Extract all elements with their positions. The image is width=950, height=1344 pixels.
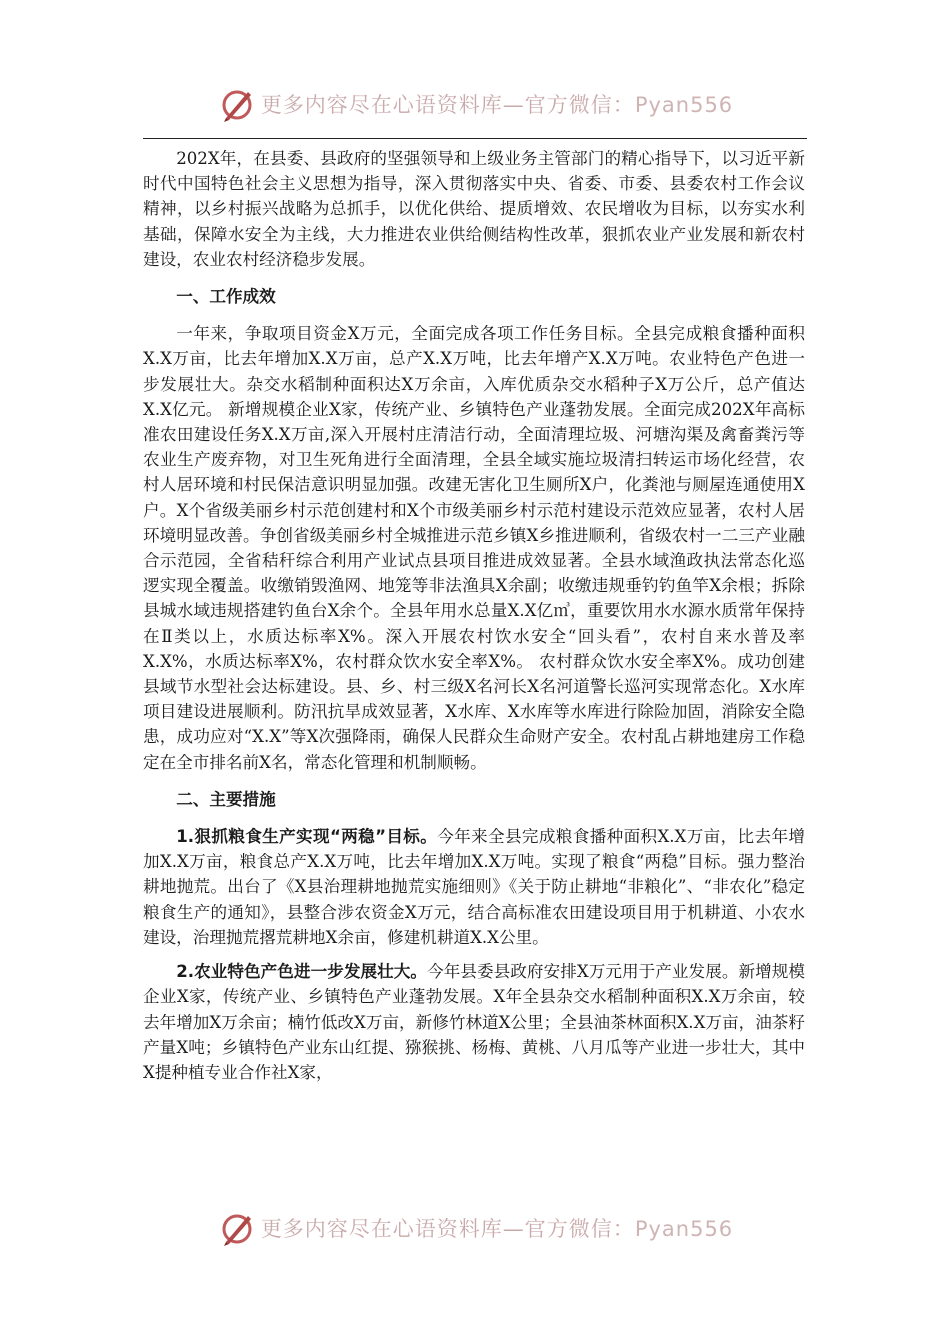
- watermark-text: 更多内容尽在心语资料库—官方微信：Pyan556: [260, 1217, 734, 1241]
- measure-1-title: 1.狠抓粮食生产实现“两稳”目标。: [176, 827, 438, 847]
- measure-2-paragraph: [143, 959, 805, 1085]
- section-heading-results: 一、工作成效: [176, 287, 276, 307]
- wechat-id: Pyan556: [634, 93, 734, 117]
- footer-watermark: [0, 1206, 950, 1250]
- results-paragraph: 一年来，争取项目资金X万元，全面完成各项工作任务目标。全县完成粮食播种面积X.X万亩，比去年增加X.X万亩，总产X.X万吨，比去年增产X.X万吨。农业特色产色进一步发展壮大。杂交水稻制种面积达X万余亩，入库优质杂交水稻种子X万公斤，总产值达X.X亿元。 新增规模企业X家，传统产业、乡镇特色产业蓬勃发展。全面完成202X年高标准农田建设任务X.X万亩,深入开展村庄清洁行动，全面清理垃圾、河塘沟渠及禽畜粪污等农业生产废弃物，对卫生死角进行全面清理，全县全域实施垃圾清扫转运市场化经营，农村人居环境和村民保洁意识明显加强。改建无害化卫生厕所X户，化粪池与厕屋连通使用X户。X个省级美丽乡村示范创建村和X个市级美丽乡村示范村建设示范效应显著，农村人居环境明显改善。争创省级美丽乡村全城推进示范乡镇X乡推进顺利，省级农村一二三产业融合示范园，全省秸秆综合利用产业试点县项目推进成效显著。全县水域渔政执法常态化巡逻实现全覆盖。收缴销毁渔网、地笼等非法渔具X余副；收缴违规垂钓钓鱼竿X余根；拆除县城水域违规搭建钓鱼台X余个。全县年用水总量X.X亿㎥，重要饮用水水源水质常年保持在Ⅱ类以上，水质达标率X%。深入开展农村饮水安全“回头看”，农村自来水普及率X.X%，水质达标率X%，农村群众饮水安全率X%。 农村群众饮水安全率X%。成功创建县域节水型社会达标建设。县、乡、村三级X名河长X名河道警长巡河实现常态化。X水库项目建设进展顺利。防汛抗旱成效显著，X水库、X水库等水库进行除险加固，消除安全隐患，成功应对“X.X”等X次强降雨，确保人民群众生命财产安全。农村乱占耕地建房工作稳定在全市排名前X名，常态化管理和机制顺畅。: [143, 324, 805, 772]
- pen-circle-logo-icon: [217, 84, 257, 124]
- measure-1-body: 今年来全县完成粮食播种面积X.X万亩，比去年增加X.X万亩，粮食总产X.X万吨，比去年增加X.X万吨。实现了粮食“两稳”目标。强力整治耕地抛荒。出台了《X县治理耕地抛荒实施细则》《关于防止耕地“非粮化”、“非农化”稳定粮食生产的通知》，县整合涉农资金X万元，结合高标准农田建设项目用于机耕道、小农水建设，治理抛荒撂荒耕地X余亩，修建机耕道X.X公里。: [143, 827, 805, 947]
- intro-paragraph: 202X年，在县委、县政府的坚强领导和上级业务主管部门的精心指导下，以习近平新时代中国特色社会主义思想为指导，深入贯彻落实中央、省委、市委、县委农村工作会议精神，以乡村振兴战略为总抓手，以优化供给、提质增效、农民增收为目标，以夯实水利基础，保障水安全为主线，大力推进农业供给侧结构性改革，狠抓农业产业发展和新农村建设，农业农村经济稳步发展。: [143, 149, 805, 269]
- section-heading-measures: 二、主要措施: [176, 789, 276, 809]
- measure-2-body: 今年县委县政府安排X万元用于产业发展。新增规模企业X家，传统产业、乡镇特色产业蓬勃发展。X年全县杂交水稻制种面积X.X万余亩，较去年增加X万余亩；楠竹低改X万亩，新修竹林道X公里；全县油茶林面积X.X万亩，油茶籽产量X吨；乡镇特色产业东山红提、猕猴挑、杨梅、黄桃、八月瓜等产业进一步壮大，其中X提种植专业合作社X家，: [143, 962, 806, 1082]
- pen-circle-logo-icon: [217, 1208, 257, 1248]
- document-body: [143, 146, 805, 1085]
- measure-2-title: 2.农业特色产色进一步发展壮大。: [176, 962, 428, 982]
- header-watermark: [0, 82, 950, 126]
- watermark-text: 更多内容尽在心语资料库—官方微信：Pyan556: [260, 93, 734, 117]
- measure-1-paragraph: [143, 824, 805, 950]
- wechat-id: Pyan556: [634, 1217, 734, 1241]
- header-rule: [143, 138, 807, 139]
